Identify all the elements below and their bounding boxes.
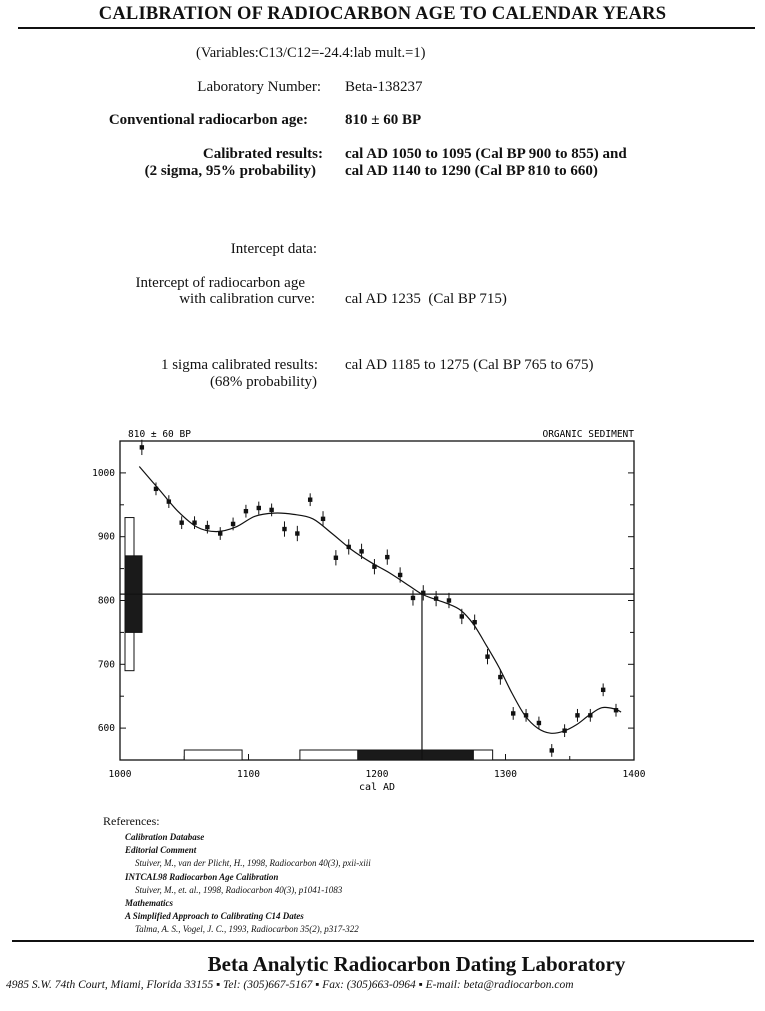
y-tick-label: 600	[97, 723, 115, 735]
data-point	[347, 545, 351, 549]
calibrated-line-1: cal AD 1050 to 1095 (Cal BP 900 to 855) and	[345, 146, 627, 162]
data-point	[601, 688, 605, 692]
data-point	[411, 596, 415, 600]
calibrated-line-2: cal AD 1140 to 1290 (Cal BP 810 to 660)	[345, 163, 598, 179]
reference-item: INTCAL98 Radiocarbon Age Calibration	[125, 871, 279, 882]
calibration-curve	[139, 467, 621, 734]
data-point	[434, 596, 438, 600]
one-sigma-label-1: 1 sigma calibrated results:	[160, 357, 318, 373]
footer-rule	[12, 940, 754, 942]
data-point	[588, 713, 592, 717]
data-point	[511, 711, 515, 715]
data-point	[244, 509, 248, 513]
calibration-chart	[0, 420, 765, 800]
conv-age-label: Conventional radiocarbon age:	[108, 112, 308, 128]
data-point	[485, 654, 489, 658]
chart-title-right: ORGANIC SEDIMENT	[542, 429, 634, 440]
reference-item: Mathematics	[125, 898, 174, 908]
y-tick-label: 1000	[92, 467, 115, 479]
data-point	[421, 591, 425, 595]
variables-line: (Variables:C13/C12=-24.4:lab mult.=1)	[196, 45, 426, 61]
x-tick-label: 1100	[237, 769, 260, 780]
title-rule	[18, 27, 755, 29]
one-sigma-value: cal AD 1185 to 1275 (Cal BP 765 to 675)	[345, 357, 594, 373]
data-point	[472, 620, 476, 624]
lab-name: Beta Analytic Radiocarbon Dating Laboratory	[207, 952, 626, 976]
reference-item: Stuiver, M., et. al., 1998, Radiocarbon 40(3), p1041-1083	[135, 884, 343, 895]
data-point	[269, 508, 273, 512]
y-tick-label: 900	[97, 531, 115, 543]
data-point	[359, 549, 363, 553]
data-point	[524, 713, 528, 717]
data-point	[295, 531, 299, 535]
data-point	[231, 522, 235, 526]
data-point	[140, 445, 144, 449]
one-sigma-label-2: (68% probability)	[209, 374, 317, 390]
data-point	[282, 527, 286, 531]
lab-address: 4985 S.W. 74th Court, Miami, Florida 33155 ▪ Tel: (305)667-5167 ▪ Fax: (305)663-0964 ▪ E-mail: beta@radiocarbon.com	[6, 979, 574, 991]
cal-range-2sigma	[184, 750, 242, 760]
calibrated-label: Calibrated results:	[202, 146, 323, 162]
data-point	[460, 614, 464, 618]
chart-title-left: 810 ± 60 BP	[128, 429, 191, 440]
x-tick-label: 1200	[365, 769, 389, 780]
data-point	[372, 564, 376, 568]
data-point	[321, 517, 325, 521]
lab-number-value: Beta-138237	[345, 79, 423, 95]
data-point	[385, 555, 389, 559]
data-point	[167, 499, 171, 503]
data-point	[398, 573, 402, 577]
page-title: CALIBRATION OF RADIOCARBON AGE TO CALENDAR YEARS	[98, 4, 667, 24]
data-point	[308, 497, 312, 501]
data-point	[498, 675, 502, 679]
intercept-label-1: Intercept of radiocarbon age	[135, 275, 305, 291]
plot-frame	[120, 441, 634, 760]
data-point	[179, 520, 183, 524]
cal-range-1sigma	[358, 750, 474, 760]
data-point	[447, 598, 451, 602]
y-tick-label: 800	[97, 595, 115, 607]
intercept-heading: Intercept data:	[230, 241, 317, 257]
reference-item: A Simplified Approach to Calibrating C14 Dates	[125, 911, 304, 922]
data-point	[562, 728, 566, 732]
reference-item: Calibration Database	[125, 832, 205, 842]
x-tick-label: 1300	[494, 769, 517, 780]
intercept-value: cal AD 1235 (Cal BP 715)	[345, 291, 507, 307]
data-point	[334, 556, 338, 560]
calibrated-sublabel: (2 sigma, 95% probability)	[144, 163, 316, 179]
data-point	[550, 748, 554, 752]
references-block	[103, 814, 371, 935]
data-point	[218, 531, 222, 535]
conv-age-value: 810 ± 60 BP	[345, 112, 422, 128]
lab-number-label: Laboratory Number:	[197, 79, 321, 95]
data-point	[575, 713, 579, 717]
intercept-label-2: with calibration curve:	[179, 291, 315, 307]
references-heading: References:	[103, 814, 160, 828]
reference-item: Stuiver, M., van der Plicht, H., 1998, Radiocarbon 40(3), pxii-xiii	[135, 858, 371, 869]
y-tick-label: 700	[97, 659, 115, 671]
data-point	[205, 525, 209, 529]
x-axis-label: cal AD	[358, 782, 396, 793]
data-point	[192, 520, 196, 524]
reference-item: Editorial Comment	[125, 845, 197, 856]
x-tick-label: 1000	[108, 769, 132, 780]
data-point	[614, 708, 618, 712]
data-point	[537, 721, 541, 725]
data-point	[154, 487, 158, 491]
data-point	[257, 506, 261, 510]
x-tick-label: 1400	[622, 769, 646, 780]
reference-item: Talma, A. S., Vogel, J. C., 1993, Radiocarbon 35(2), p317-322	[135, 924, 359, 935]
